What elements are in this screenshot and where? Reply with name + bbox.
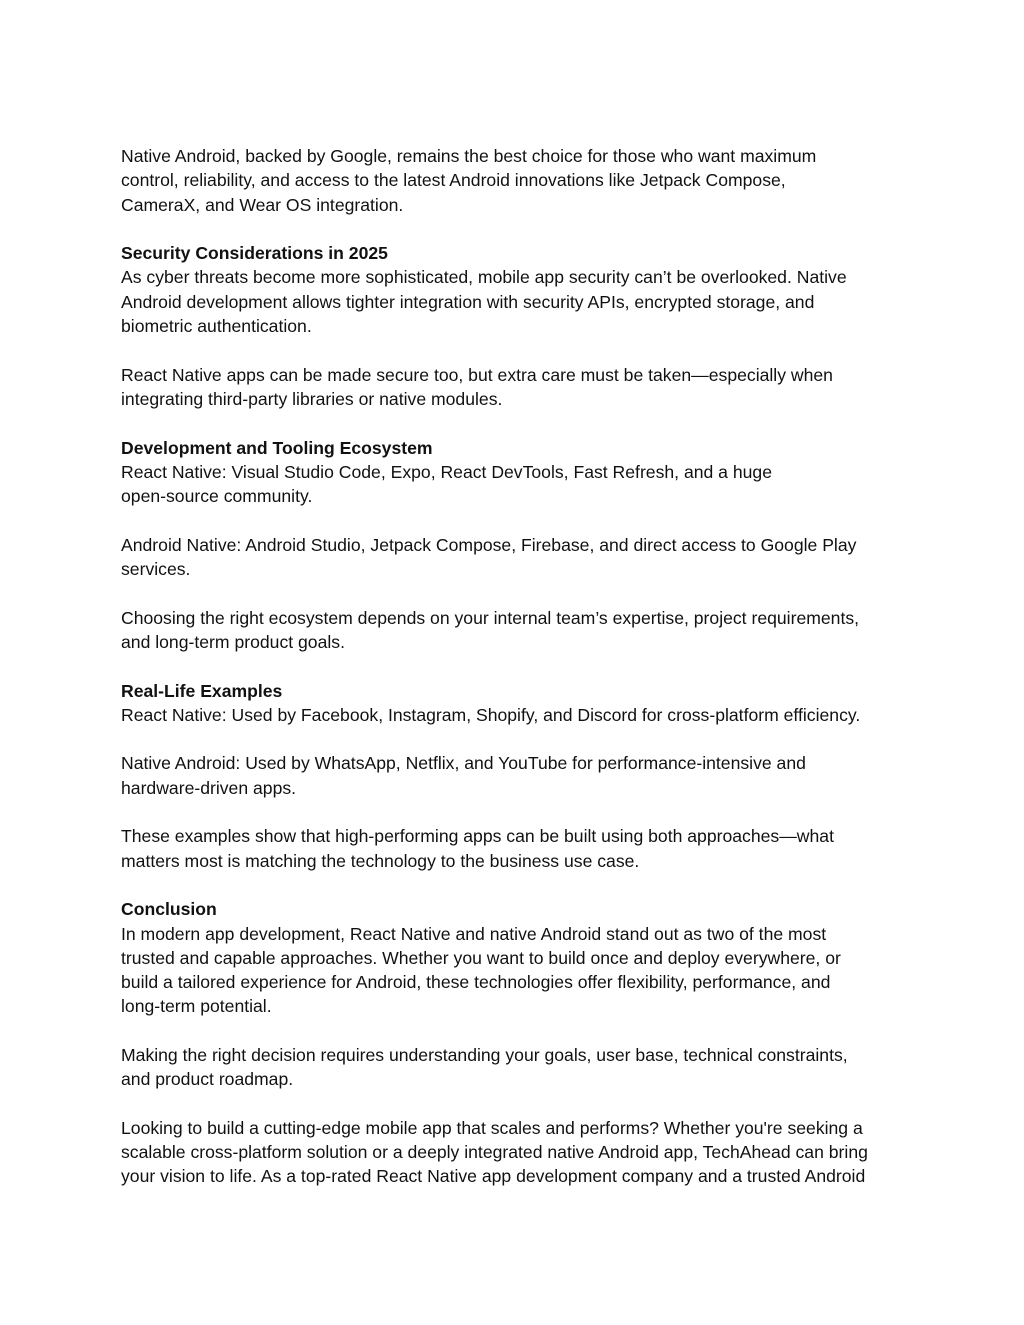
section-heading: Conclusion xyxy=(121,899,217,920)
document-body xyxy=(121,144,921,1189)
text-line: As cyber threats become more sophisticated, mobile app security can’t be overlooked. Native xyxy=(121,267,847,288)
paragraph xyxy=(121,533,921,582)
text-line: your vision to life. As a top-rated React Native app development company and a trusted Android xyxy=(121,1166,866,1187)
paragraph-spacer xyxy=(121,508,921,532)
text-line: Choosing the right ecosystem depends on your internal team’s expertise, project requirements, xyxy=(121,607,860,628)
text-line: scalable cross-platform solution or a deeply integrated native Android app, TechAhead can bring xyxy=(121,1142,868,1163)
text-line: and product roadmap. xyxy=(121,1069,294,1090)
paragraph xyxy=(121,144,921,217)
text-line: control, reliability, and access to the latest Android innovations like Jetpack Compose, xyxy=(121,170,786,191)
paragraph-spacer xyxy=(121,581,921,605)
section-heading: Real-Life Examples xyxy=(121,680,283,701)
text-line: Making the right decision requires understanding your goals, user base, technical constraints, xyxy=(121,1044,848,1065)
paragraph-spacer xyxy=(121,338,921,362)
text-line: integrating third-party libraries or native modules. xyxy=(121,388,503,409)
paragraph xyxy=(121,606,921,655)
text-line: These examples show that high-performing apps can be built using both approaches—what xyxy=(121,826,834,847)
paragraph-spacer xyxy=(121,873,921,897)
section-heading: Development and Tooling Ecosystem xyxy=(121,437,433,458)
text-line: React Native apps can be made secure too, but extra care must be taken—especially when xyxy=(121,364,833,385)
text-line: CameraX, and Wear OS integration. xyxy=(121,194,404,215)
paragraph xyxy=(121,1043,921,1092)
text-line: React Native: Visual Studio Code, Expo, React DevTools, Fast Refresh, and a huge xyxy=(121,461,772,482)
text-line: build a tailored experience for Android, these technologies offer flexibility, performance, and xyxy=(121,972,831,993)
text-line: open-source community. xyxy=(121,486,313,507)
paragraph xyxy=(121,751,921,800)
text-line: Native Android, backed by Google, remains the best choice for those who want maximum xyxy=(121,146,817,166)
paragraph-spacer xyxy=(121,727,921,751)
text-line: and long-term product goals. xyxy=(121,631,345,652)
paragraph xyxy=(121,824,921,873)
paragraph-spacer xyxy=(121,217,921,241)
text-line: Android development allows tighter integration with security APIs, encrypted storage, and xyxy=(121,291,815,312)
text-line: services. xyxy=(121,559,191,580)
text-line: Looking to build a cutting-edge mobile app that scales and performs? Whether you're seeking a xyxy=(121,1117,863,1138)
text-line: Native Android: Used by WhatsApp, Netflix, and YouTube for performance-intensive and xyxy=(121,753,806,774)
paragraph xyxy=(121,1116,921,1189)
paragraph-spacer xyxy=(121,654,921,678)
section xyxy=(121,679,921,728)
text-line: biometric authentication. xyxy=(121,316,312,337)
text-line: trusted and capable approaches. Whether you want to build once and deploy everywhere, or xyxy=(121,947,841,968)
section xyxy=(121,241,921,338)
paragraph-spacer xyxy=(121,1019,921,1043)
text-line: matters most is matching the technology to the business use case. xyxy=(121,850,640,871)
paragraph xyxy=(121,363,921,412)
section-heading: Security Considerations in 2025 xyxy=(121,243,388,264)
text-line: Android Native: Android Studio, Jetpack Compose, Firebase, and direct access to Google Play xyxy=(121,534,857,555)
paragraph-spacer xyxy=(121,1092,921,1116)
text-line: hardware-driven apps. xyxy=(121,777,297,798)
text-line: React Native: Used by Facebook, Instagram, Shopify, and Discord for cross-platform efficiency. xyxy=(121,704,861,725)
paragraph-spacer xyxy=(121,411,921,435)
paragraph-spacer xyxy=(121,800,921,824)
text-line: In modern app development, React Native and native Android stand out as two of the most xyxy=(121,923,827,944)
section xyxy=(121,897,921,1018)
section xyxy=(121,436,921,509)
text-line: long-term potential. xyxy=(121,996,272,1017)
